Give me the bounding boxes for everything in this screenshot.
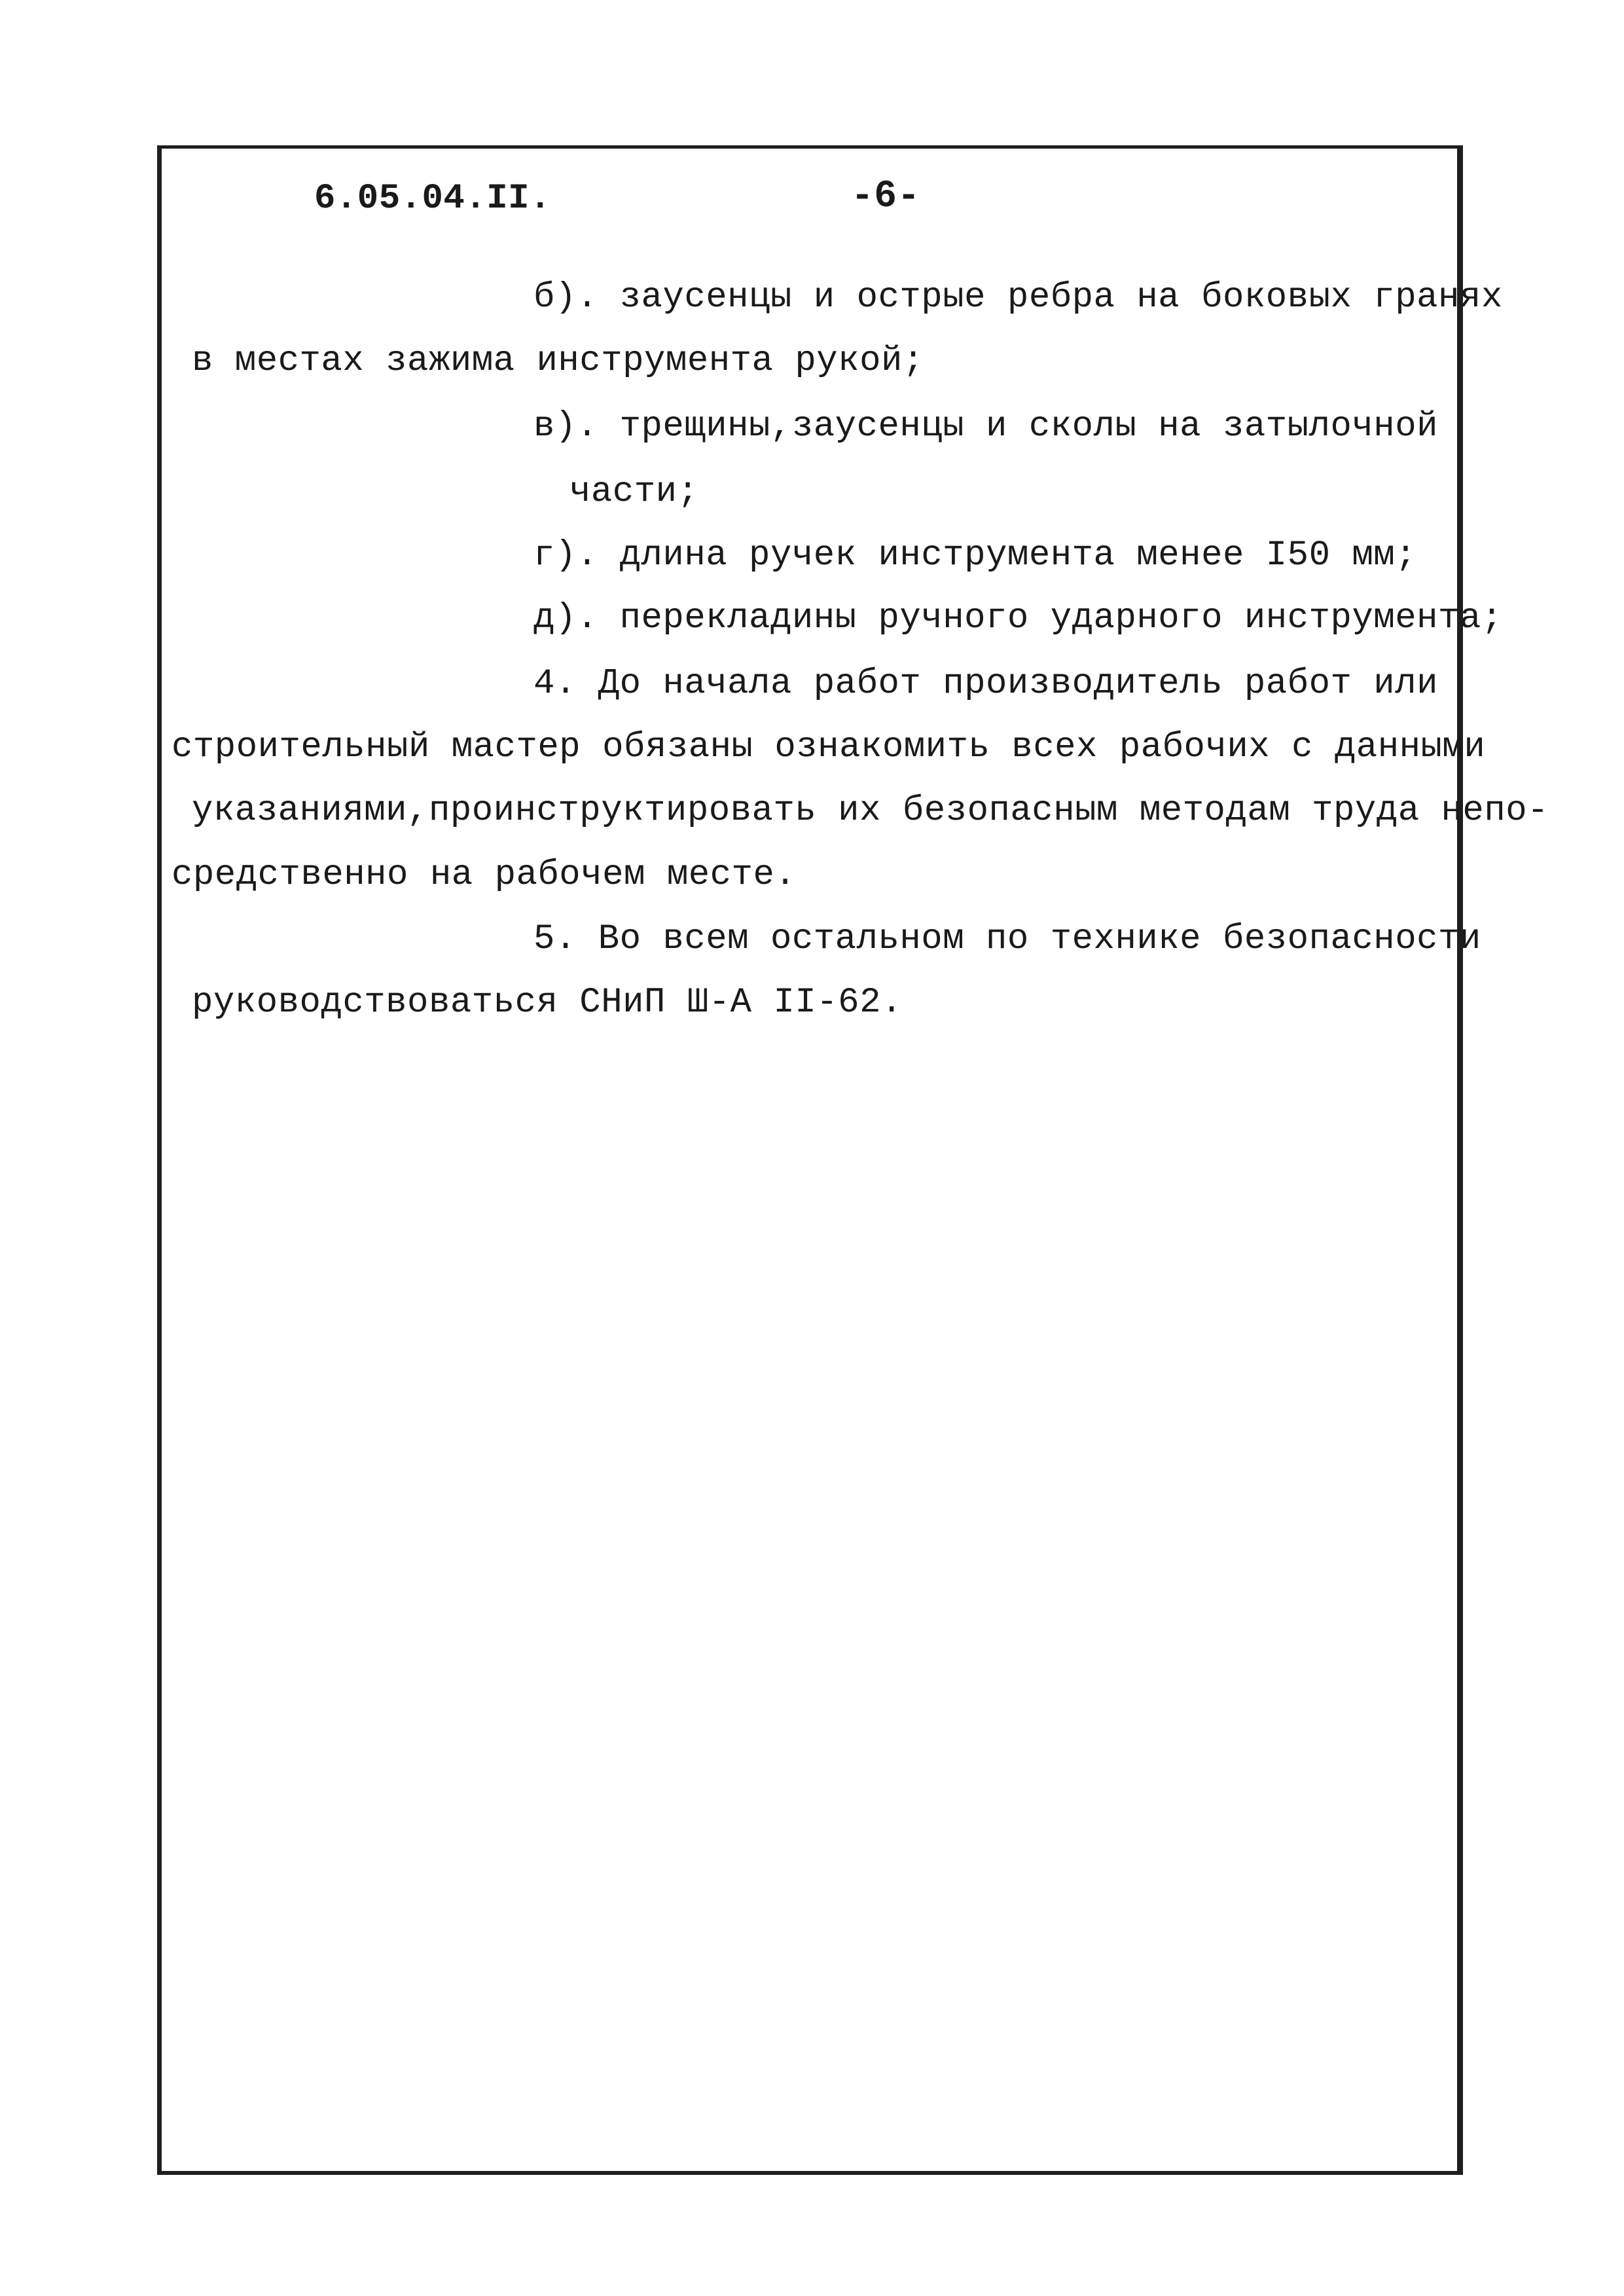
- list-item-v-continuation: части;: [569, 472, 699, 512]
- list-item-b-continuation: в местах зажима инструмента рукой;: [192, 341, 924, 381]
- list-item-d: д). перекладины ручного ударного инструмента;: [533, 598, 1503, 638]
- paragraph-4-line-2: строительный мастер обязаны ознакомить всех рабочих с данными: [171, 727, 1486, 767]
- paragraph-5-line-2: руководствоваться СНиП Ш-А II-62.: [192, 983, 903, 1023]
- paragraph-4: 4. До начала работ производитель работ или: [533, 664, 1439, 704]
- paragraph-4-line-4: средственно на рабочем месте.: [171, 855, 797, 895]
- paragraph-5: 5. Во всем остальном по технике безопасности: [533, 919, 1481, 959]
- page-number: -6-: [851, 175, 920, 218]
- list-item-g: г). длина ручек инструмента менее I50 мм;: [533, 536, 1417, 575]
- document-code: 6.05.04.II.: [314, 179, 551, 219]
- list-item-v: в). трещины,заусенцы и сколы на затылочной: [533, 407, 1439, 446]
- list-item-b: б). заусенцы и острые ребра на боковых гранях: [533, 278, 1503, 318]
- page-frame: [157, 145, 1549, 2175]
- paragraph-4-line-3: указаниями,проинструктировать их безопасным методам труда непо-: [192, 791, 1549, 831]
